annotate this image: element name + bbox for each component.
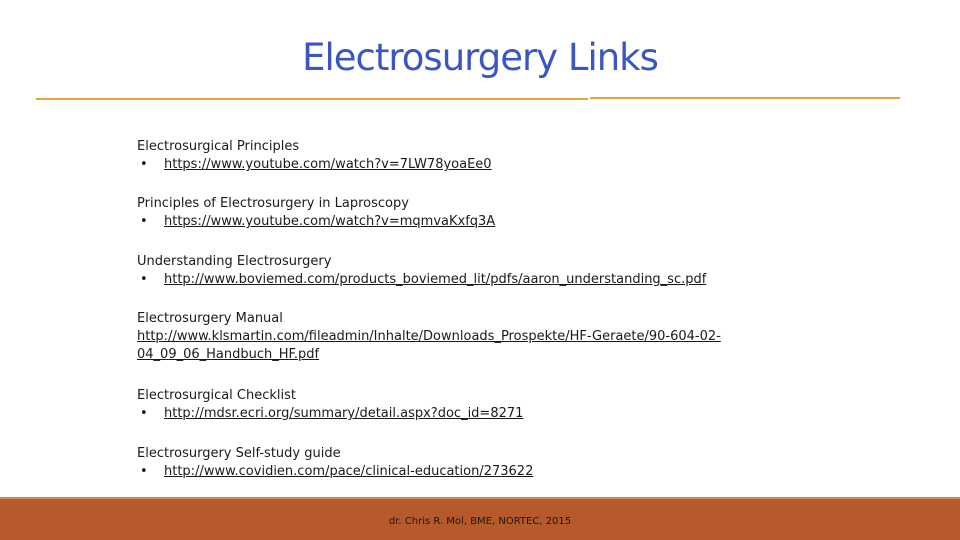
bullet: • xyxy=(140,464,148,479)
link-url-line-1: http://www.klsmartin.com/fileadmin/Inhalte/Downloads_Prospekte/HF-Geraete/90-604-02- xyxy=(137,329,721,344)
link-url[interactable] xyxy=(137,328,747,364)
bullet: • xyxy=(140,157,148,172)
link-entry-6 xyxy=(137,445,533,481)
bullet: • xyxy=(140,214,148,229)
title-divider-left xyxy=(36,98,588,100)
link-url[interactable]: https://www.youtube.com/watch?v=mqmvaKxfq3A xyxy=(164,214,496,229)
link-heading: Understanding Electrosurgery xyxy=(137,254,332,269)
link-entry-5 xyxy=(137,387,523,423)
link-heading: Principles of Electrosurgery in Laproscopy xyxy=(137,196,409,211)
link-entry-1 xyxy=(137,138,492,174)
link-url[interactable]: http://www.boviemed.com/products_boviemed_lit/pdfs/aaron_understanding_sc.pdf xyxy=(164,272,707,287)
bullet: • xyxy=(140,272,148,287)
link-url[interactable]: http://mdsr.ecri.org/summary/detail.aspx?doc_id=8271 xyxy=(164,406,524,421)
footer-credit: dr. Chris R. Mol, BME, NORTEC, 2015 xyxy=(388,516,572,527)
link-heading: Electrosurgical Checklist xyxy=(137,388,297,403)
slide-title: Electrosurgery Links xyxy=(302,36,658,79)
link-heading: Electrosurgical Principles xyxy=(137,139,300,154)
title-divider-right xyxy=(590,97,900,99)
link-entry-2 xyxy=(137,195,495,231)
link-url-line-2: 04_09_06_Handbuch_HF.pdf xyxy=(137,347,320,362)
link-heading: Electrosurgery Manual xyxy=(137,311,283,326)
link-entry-3 xyxy=(137,253,706,289)
link-url[interactable]: https://www.youtube.com/watch?v=7LW78yoaEe0 xyxy=(164,157,492,172)
link-heading: Electrosurgery Self-study guide xyxy=(137,446,341,461)
link-url[interactable]: http://www.covidien.com/pace/clinical-education/273622 xyxy=(164,464,534,479)
bullet: • xyxy=(140,406,148,421)
link-entry-4 xyxy=(137,310,747,364)
